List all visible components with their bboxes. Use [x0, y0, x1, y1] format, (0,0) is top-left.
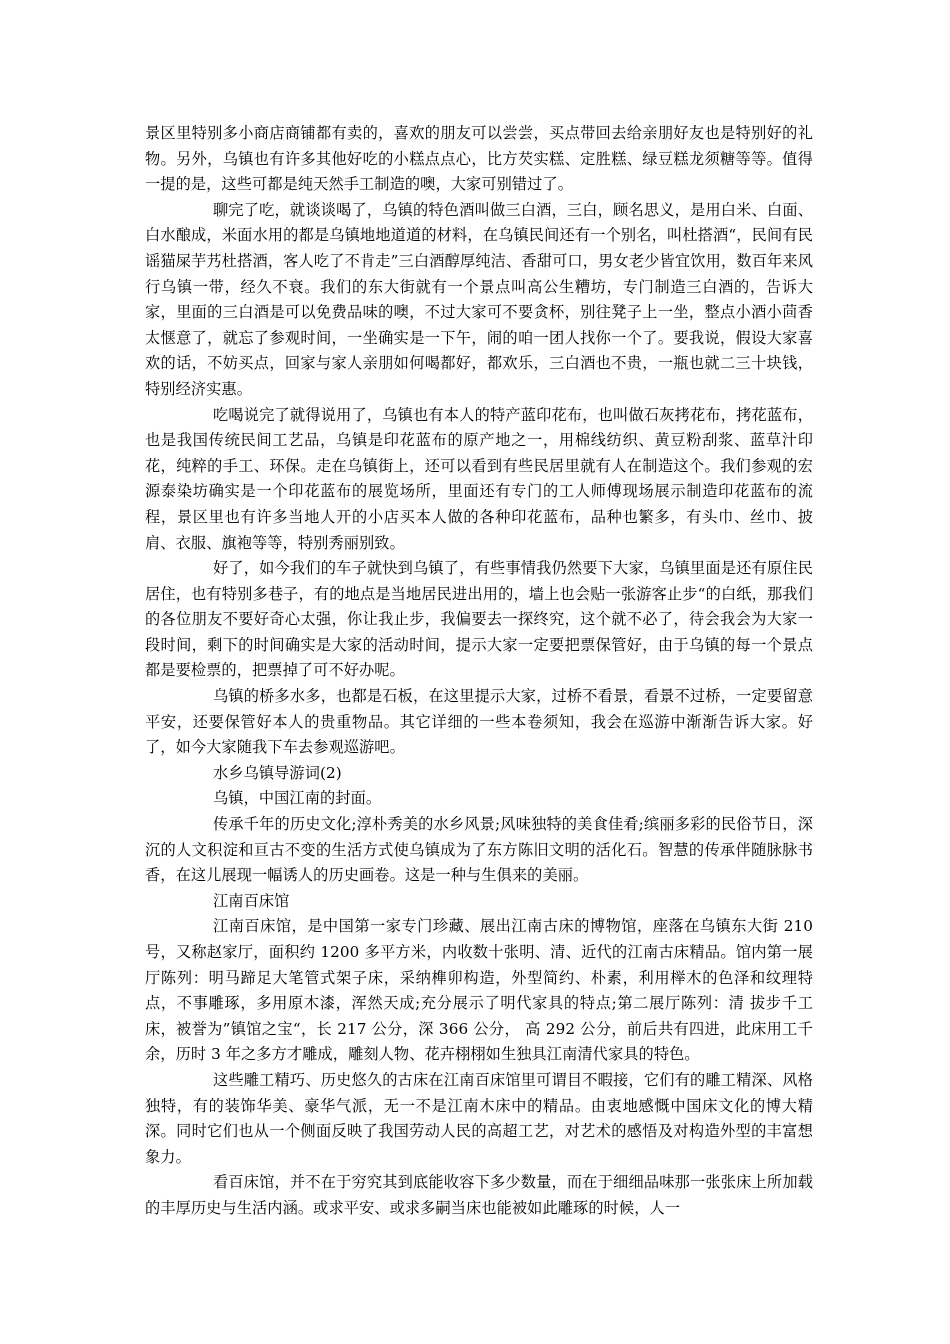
paragraph-sanbai-wine: 聊完了吃，就谈谈喝了，乌镇的特色酒叫做三白酒，三白，顾名思义，是用白米、白面、白水酿成，米面水用的都是乌镇地地道道的材料，在乌镇民间还有一个别名，叫杜搭酒“，民间有民谣猫屎芋艿杜搭酒，客人吃了不肯走”三白酒醇厚纯洁、香甜可口，男女老少皆宜饮用，数百年来风行乌镇一带，经久不衰。我们的东大街就有一个景点叫高公生糟坊，专门制造三白酒的，告诉大家，里面的三白酒是可以免费品味的噢，不过大家可不要贪杯，别往凳子上一坐，整点小酒小茴香太惬意了，就忘了参观时间，一坐确实是一下午，闹的咱一团人找你一个了。要我说，假设大家喜欢的话，不妨买点，回家与家人亲朋如何喝都好，都欢乐，三白酒也不贵，一瓶也就二三十块钱，特别经济实惠。 [145, 200, 813, 398]
paragraph-bed-meaning: 看百床馆，并不在于穷究其到底能收容下多少数量，而在于细细品味那一张张床上所加载的丰厚历史与生活内涵。或求平安、或求多嗣当床也能被如此雕琢的时候，人一 [145, 1173, 813, 1217]
paragraph-bed-museum-intro: 江南百床馆，是中国第一家专门珍藏、展出江南古床的博物馆，座落在乌镇东大街 210 号，又称赵家厅，面积约 1200 多平方米，内收数十张明、清、近代的江南古床精品。馆内第一展厅陈列：明马蹄足大笔管式架子床，采纳榫卯构造，外型简约、朴素，利用榉木的色泽和纹理特点，不事雕琢，多用原木漆，浑然天成;充分展示了明代家具的特点;第二展厅陈列：清 拔步千工床，被誉为”镇馆之宝“，长 217 公分，深 366 公分， 高 292 公分，前后共有四进，此床用工千余，历时 3 年之多方才雕成，雕刻人物、花卉栩栩如生独具江南清代家具的特色。 [145, 917, 813, 1064]
paragraph-arrival-notice: 好了，如今我们的车子就快到乌镇了，有些事情我仍然要下大家，乌镇里面是还有原住民居住，也有特别多巷子，有的地点是当地居民进出用的，墙上也会贴一张游客止步“的白纸，那我们的各位朋友不要好奇心太强，你让我止步，我偏要去一探终究，这个就不必了，待会我会为大家一段时间，剩下的时间确实是大家的活动时间，提示大家一定要把票保管好，由于乌镇的每一个景点都是要检票的，把票掉了可不好办呢。 [145, 559, 813, 680]
paragraph-safety-notice: 乌镇的桥多水多，也都是石板，在这里提示大家，过桥不看景，看景不过桥，一定要留意平安，还要保管好本人的贵重物品。其它详细的一些本卷须知，我会在巡游中渐渐告诉大家。好了，如今大家随我下车去参观巡游吧。 [145, 687, 813, 757]
paragraph-wuzhen-cover: 乌镇，中国江南的封面。 [213, 789, 382, 808]
paragraph-bed-craftsmanship: 这些雕工精巧、历史悠久的古床在江南百床馆里可谓目不暇接，它们有的雕工精深、风格独特，有的装饰华美、豪华气派，无一不是江南木床中的精品。由衷地感慨中国床文化的博大精深。同时它们也从一个侧面反映了我国劳动人民的高超工艺，对艺术的感悟及对构造外型的丰富想象力。 [145, 1070, 813, 1166]
paragraph-snacks-continued: 景区里特别多小商店商铺都有卖的，喜欢的朋友可以尝尝，买点带回去给亲朋好友也是特别好的礼物。另外，乌镇也有许多其他好吃的小糕点点心，比方芡实糕、定胜糕、绿豆糕龙须糖等等。值得一提的是，这些可都是纯天然手工制造的噢，大家可别错过了。 [145, 124, 813, 194]
paragraph-wuzhen-culture: 传承千年的历史文化;淳朴秀美的水乡风景;风味独特的美食佳肴;缤丽多彩的民俗节日，深沉的人文积淀和亘古不变的生活方式使乌镇成为了东方陈旧文明的活化石。智慧的传承伴随脉脉书香，在这儿展现一幅诱人的历史画卷。这是一种与生俱来的美丽。 [145, 815, 813, 885]
section-heading-guide-2: 水乡乌镇导游词(2) [213, 763, 342, 782]
paragraph-blue-printed-cloth: 吃喝说完了就得说用了，乌镇也有本人的特产蓝印花布，也叫做石灰拷花布，拷花蓝布，也是我国传统民间工艺品，乌镇是印花蓝布的原产地之一，用棉线纺织、黄豆粉刮浆、蓝草汁印花，纯粹的手工、环保。走在乌镇街上，还可以看到有些民居里就有人在制造这个。我们参观的宏源泰染坊确实是一个印花蓝布的展览场所，里面还有专门的工人师傅现场展示制造印花蓝布的流程，景区里也有许多当地人开的小店买本人做的各种印花蓝布，品种也繁多，有头巾、丝巾、披肩、衣服、旗袍等等，特别秀丽别致。 [145, 405, 813, 552]
section-heading-bed-museum: 江南百床馆 [213, 891, 290, 910]
document-body [145, 121, 813, 1222]
